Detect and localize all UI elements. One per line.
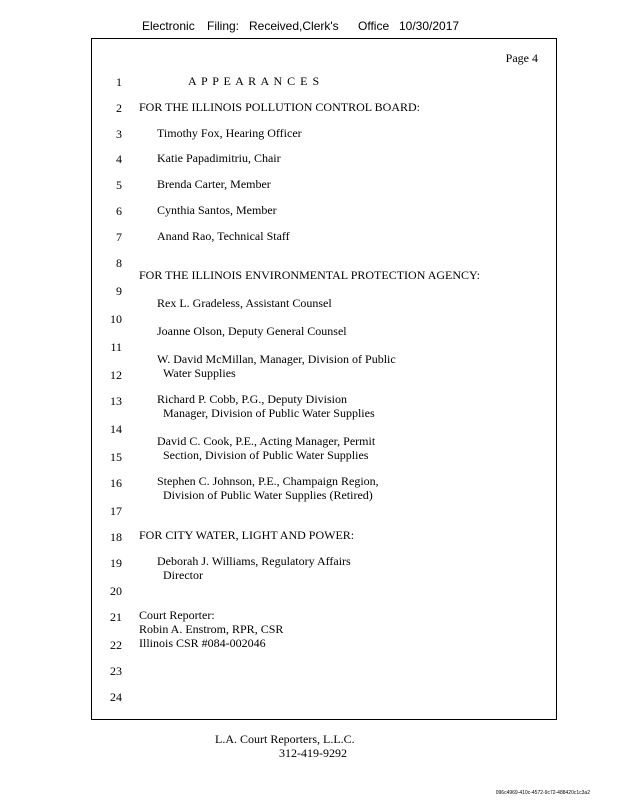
- line-number: 20: [110, 584, 122, 598]
- line-number: 13: [110, 394, 122, 408]
- line-number: 10: [110, 312, 122, 326]
- cwlp-appearance: Deborah J. Williams, Regulatory Affairs: [157, 554, 351, 568]
- court-reporter-label: Court Reporter:: [139, 608, 215, 622]
- epa-appearance-cont: Section, Division of Public Water Supplies: [163, 448, 369, 462]
- line-number: 4: [116, 152, 122, 166]
- pcb-appearance: Katie Papadimitriu, Chair: [157, 151, 281, 165]
- line-number: 15: [110, 450, 122, 464]
- header-filing: Filing:: [207, 19, 240, 33]
- line-number: 5: [116, 178, 122, 192]
- line-number: 9: [116, 284, 122, 298]
- transcript-page: [91, 38, 557, 720]
- line-number: 23: [110, 664, 122, 678]
- line-number: 24: [110, 690, 122, 704]
- header-date: 10/30/2017: [399, 19, 460, 33]
- line-number: 22: [110, 638, 122, 652]
- pcb-appearance: Anand Rao, Technical Staff: [157, 229, 290, 243]
- epa-appearance: Joanne Olson, Deputy General Counsel: [157, 324, 347, 338]
- footer-phone: 312-419-9292: [279, 746, 347, 760]
- line-number: 11: [110, 340, 122, 354]
- header-received: Received,Clerk's: [249, 19, 339, 33]
- cwlp-appearance-cont: Director: [163, 568, 203, 582]
- court-reporter-csr: Illinois CSR #084-002046: [139, 636, 266, 650]
- line-number: 2: [116, 101, 122, 115]
- pcb-heading: FOR THE ILLINOIS POLLUTION CONTROL BOARD:: [139, 100, 420, 114]
- line-number: 12: [110, 368, 122, 382]
- header-electronic: Electronic: [142, 19, 195, 33]
- line-number: 7: [116, 230, 122, 244]
- line-number: 1: [116, 75, 122, 89]
- epa-appearance: Stephen C. Johnson, P.E., Champaign Region,: [157, 474, 379, 488]
- epa-appearance: Rex L. Gradeless, Assistant Counsel: [157, 296, 332, 310]
- epa-appearance-cont: Manager, Division of Public Water Supplies: [163, 406, 375, 420]
- epa-appearance-cont: Water Supplies: [163, 366, 236, 380]
- epa-appearance-cont: Division of Public Water Supplies (Retired): [163, 488, 373, 502]
- line-number: 14: [110, 422, 122, 436]
- line-number: 21: [110, 610, 122, 624]
- line-number: 17: [110, 504, 122, 518]
- line-number: 19: [110, 556, 122, 570]
- pcb-appearance: Timothy Fox, Hearing Officer: [157, 126, 302, 140]
- line-number: 8: [116, 256, 122, 270]
- header-office: Office: [358, 19, 390, 33]
- line-number: 6: [116, 204, 122, 218]
- line-number: 16: [110, 476, 122, 490]
- epa-appearance: David C. Cook, P.E., Acting Manager, Permit: [157, 434, 376, 448]
- court-reporter-name: Robin A. Enstrom, RPR, CSR: [139, 622, 284, 636]
- pcb-appearance: Brenda Carter, Member: [157, 177, 271, 191]
- pcb-appearance: Cynthia Santos, Member: [157, 203, 277, 217]
- footer-company: L.A. Court Reporters, L.L.C.: [215, 732, 355, 746]
- epa-appearance: Richard P. Cobb, P.G., Deputy Division: [157, 392, 348, 406]
- cwlp-heading: FOR CITY WATER, LIGHT AND POWER:: [139, 528, 355, 542]
- epa-appearance: W. David McMillan, Manager, Division of Public: [157, 352, 396, 366]
- appearances-title: A P P E A R A N C E S: [188, 74, 321, 88]
- line-number: 3: [116, 127, 122, 141]
- epa-heading: FOR THE ILLINOIS ENVIRONMENTAL PROTECTION AGENCY:: [139, 268, 480, 282]
- line-number: 18: [110, 530, 122, 544]
- document-hash: 096c4969-410c-4572-9c72-488420c1c3a2: [495, 790, 590, 796]
- page-number: Page 4: [505, 51, 538, 65]
